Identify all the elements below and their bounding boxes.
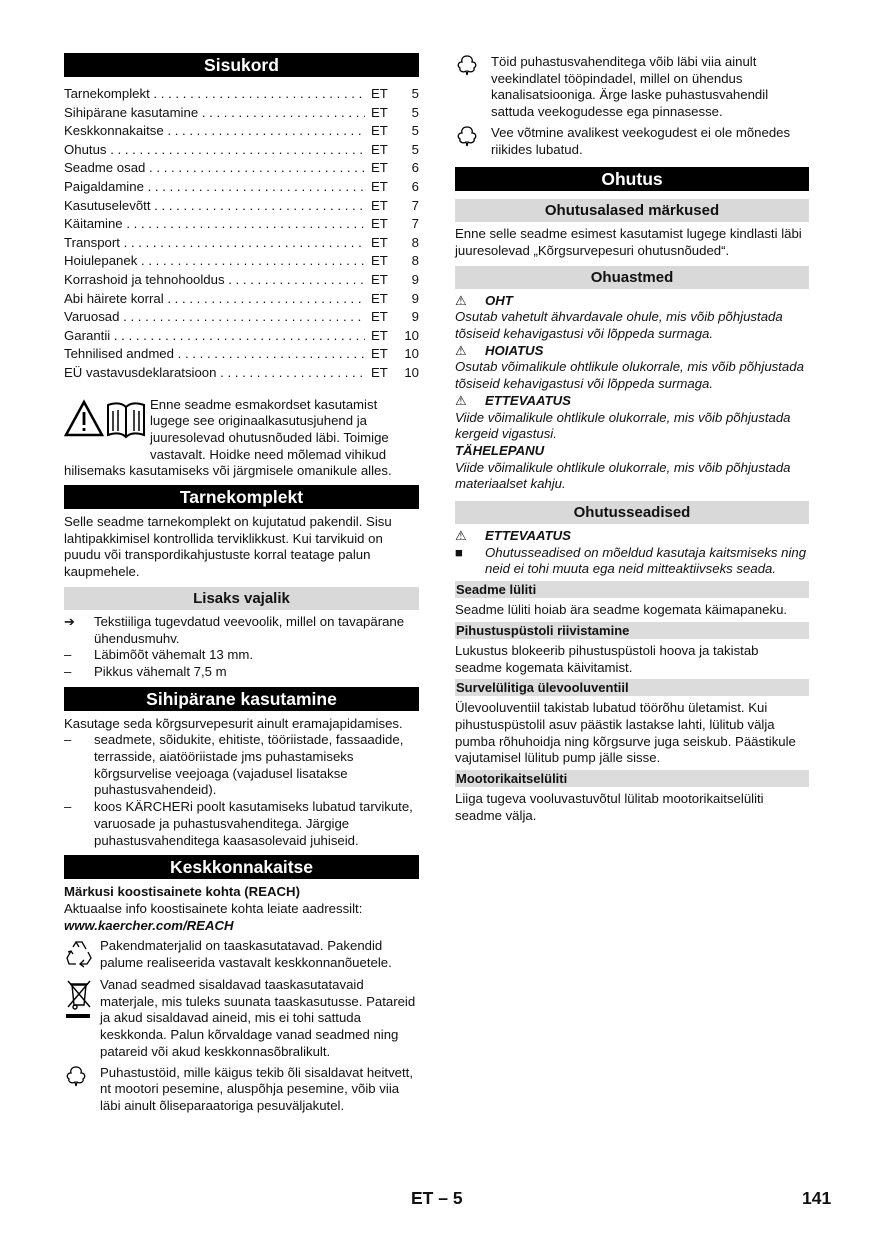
list-marker: – bbox=[64, 799, 72, 815]
list-item bbox=[64, 614, 419, 647]
toc-row[interactable] bbox=[64, 122, 419, 141]
hazard-level-text: Viide võimalikule ohtlikule olukorrale, mis võib põhjustada kergeid vigastusi. bbox=[455, 409, 791, 442]
environment-item bbox=[455, 54, 809, 121]
hazard-level-text: Osutab võimalikule ohtlikule olukorrale, mis võib põhjustada tõsiseid kehavigastusi või lõppeda surmaga. bbox=[455, 359, 804, 392]
warning-icon: ⚠ bbox=[455, 528, 467, 544]
supply-text: Selle seadme tarnekomplekt on kujutatud pakendil. Sisu lahtipakkimisel kontrollida terviklikkust. Kui tarvikuid on puudu või transpordikahjustuste korral teatage palun kaupmehele. bbox=[64, 514, 392, 580]
subsection-text: Seadme lüliti hoiab ära seadme kogemata käimapaneku. bbox=[455, 602, 788, 618]
toc-title: Korrashoid ja tehnohooldus . . . bbox=[64, 271, 365, 290]
hazard-level-title: OHT bbox=[485, 292, 513, 308]
toc-row[interactable] bbox=[64, 85, 419, 104]
toc-title: Kasutuselevõtt . . . bbox=[64, 197, 365, 216]
toc-row[interactable] bbox=[64, 364, 419, 383]
toc-title: Tehnilised andmed . . . bbox=[64, 345, 365, 364]
toc-page: 5 bbox=[411, 141, 419, 157]
environment-text: Puhastustöid, mille käigus tekib õli sisaldavat heitvett, nt mootori pesemine, aluspõhja pesemine, võib viia läbi ainult õliseparaatoriga pesuväljakutel. bbox=[100, 1064, 413, 1113]
bullet-square-icon: ■ bbox=[455, 544, 463, 560]
toc-lang: ET bbox=[371, 123, 388, 139]
safety-notes-text: Enne selle seadme esimest kasutamist lugege kindlasti läbi juuresolevad „Kõrgsurvepesuri ohutusnõuded“. bbox=[455, 226, 802, 258]
list-text: Tekstiiliga tugevdatud veevoolik, millel on tavapärane ühendusmuhv. bbox=[94, 613, 405, 646]
toc-row[interactable] bbox=[64, 345, 419, 364]
list-marker: ➔ bbox=[64, 613, 76, 629]
hazard-levels bbox=[455, 293, 809, 493]
list-text: Läbimõõt vähemalt 13 mm. bbox=[94, 647, 254, 663]
warning-icon: ⚠ bbox=[455, 342, 467, 358]
intended-use-heading: Sihipärane kasutamine bbox=[64, 687, 419, 711]
toc-lang: ET bbox=[371, 141, 388, 157]
toc-row[interactable] bbox=[64, 234, 419, 253]
list-item bbox=[64, 647, 419, 664]
toc-title: Hoiulepanek . . . bbox=[64, 252, 365, 271]
page-number: 141 bbox=[802, 1188, 832, 1208]
also-required-heading: Lisaks vajalik bbox=[64, 587, 419, 610]
toc-page: 5 bbox=[411, 104, 419, 120]
environment-item bbox=[64, 1065, 419, 1115]
toc-title: EÜ vastavusdeklaratsioon . . . bbox=[64, 364, 365, 383]
hazard-level-title: HOIATUS bbox=[485, 342, 544, 358]
toc-row[interactable] bbox=[64, 178, 419, 197]
toc-title: Garantii . . . bbox=[64, 327, 365, 346]
toc-lang: ET bbox=[371, 253, 388, 269]
water-protection-icon bbox=[64, 1065, 100, 1115]
toc-lang: ET bbox=[371, 216, 388, 232]
toc-lang: ET bbox=[371, 197, 388, 213]
toc-page: 8 bbox=[411, 234, 419, 250]
subsection-title: Survelülitiga ülevooluventiil bbox=[455, 679, 809, 696]
environment-item bbox=[455, 125, 809, 158]
toc-lang: ET bbox=[371, 309, 388, 325]
environment-heading: Keskkonnakaitse bbox=[64, 855, 419, 879]
hazard-levels-heading: Ohuastmed bbox=[455, 266, 809, 289]
list-marker: – bbox=[64, 732, 72, 748]
toc-row[interactable] bbox=[64, 141, 419, 160]
also-required-list bbox=[64, 614, 419, 681]
toc-row[interactable] bbox=[64, 104, 419, 123]
toc-page: 7 bbox=[411, 216, 419, 232]
toc-lang: ET bbox=[371, 364, 388, 380]
toc-title: Keskkonnakaitse . . . bbox=[64, 122, 365, 141]
toc-page: 10 bbox=[404, 346, 419, 362]
devices-caution-item bbox=[455, 545, 809, 578]
toc-page: 5 bbox=[411, 86, 419, 101]
toc-row[interactable] bbox=[64, 252, 419, 271]
toc-page: 5 bbox=[411, 123, 419, 139]
right-column bbox=[455, 50, 809, 825]
toc-lang: ET bbox=[371, 160, 388, 176]
hazard-level-title: TÄHELEPANU bbox=[455, 442, 545, 458]
toc-lang: ET bbox=[371, 86, 388, 101]
toc-heading: Sisukord bbox=[64, 53, 419, 77]
toc-row[interactable] bbox=[64, 308, 419, 327]
toc-page: 6 bbox=[411, 160, 419, 176]
safety-device-subsections bbox=[455, 581, 809, 824]
list-marker: – bbox=[64, 647, 72, 663]
toc-page: 9 bbox=[411, 309, 419, 325]
toc-title: Tarnekomplekt . . . bbox=[64, 85, 365, 104]
reach-title: Märkusi koostisainete kohta (REACH) bbox=[64, 884, 300, 900]
hazard-level-title-row bbox=[455, 443, 809, 460]
intended-use-list bbox=[64, 732, 419, 849]
list-text: koos KÄRCHERi poolt kasutamiseks lubatud tarvikute, varuosade ja puhastusvahenditega. Järgige puhastusvahenditega kaasasolevaid juhiseid. bbox=[94, 799, 413, 848]
list-item bbox=[64, 664, 419, 681]
hazard-level-title: ETTEVAATUS bbox=[485, 392, 571, 408]
toc-lang: ET bbox=[371, 271, 388, 287]
toc-title: Varuosad . . . bbox=[64, 308, 365, 327]
toc-page: 9 bbox=[411, 290, 419, 306]
recycle-icon bbox=[64, 938, 100, 973]
subsection-text: Liiga tugeva vooluvastuvõtul lülitab mootorikaitselüliti seadme välja. bbox=[455, 791, 764, 823]
toc-lang: ET bbox=[371, 178, 388, 194]
toc-row[interactable] bbox=[64, 159, 419, 178]
subsection-text: Ülevooluventiil takistab lubatud töörõhu ületamist. Kui pihustuspüstolil asuv päästik lastakse lahti, lülitub välja pumba rõhuhoidja ning kõrgsurve juga seiskub. Päästikule vajutamisel lülitub pump jälle sisse. bbox=[455, 700, 796, 766]
environment-list-continued bbox=[455, 54, 809, 158]
toc-row[interactable] bbox=[64, 290, 419, 309]
safety-notes-heading: Ohutusalased märkused bbox=[455, 199, 809, 222]
environment-text: Töid puhastusvahenditega võib läbi viia ainult veekindlatel tööpindadel, millel on ühendus kanalisatsiooniga. Ärge laske puhastusvahendil sattuda veekogudesse ega pinnasesse. bbox=[491, 54, 769, 120]
crossed-bin-icon bbox=[64, 977, 100, 1061]
warning-icon: ⚠ bbox=[455, 392, 467, 408]
toc-page: 10 bbox=[404, 327, 419, 343]
environment-text: Vanad seadmed sisaldavad taaskasutatavaid materjale, mis tuleks suunata taaskasutusse. Patareid ja akud sisaldavad aineid, mis ei tohi sattuda keskkonda. Palun kõrvaldage vanad seadmed ning patareid või akud keskkonnasõbralikult. bbox=[100, 977, 416, 1059]
left-column bbox=[64, 53, 419, 1115]
toc-title: Transport . . . bbox=[64, 234, 365, 253]
devices-caution-title: ETTEVAATUS bbox=[485, 528, 571, 544]
environment-text: Vee võtmine avalikest veekogudest ei ole mõnedes riikides lubatud. bbox=[491, 124, 791, 157]
list-text: Pikkus vähemalt 7,5 m bbox=[94, 663, 227, 679]
environment-item bbox=[64, 938, 419, 973]
hazard-level-title-row bbox=[455, 393, 809, 410]
hazard-level-text: Viide võimalikule ohtlikule olukorrale, mis võib põhjustada materiaalset kahju. bbox=[455, 459, 791, 492]
toc-title: Seadme osad . . . bbox=[64, 159, 365, 178]
toc-title: Paigaldamine . . . bbox=[64, 178, 365, 197]
toc-page: 10 bbox=[404, 364, 419, 380]
toc-title: Käitamine . . . bbox=[64, 215, 365, 234]
footer-section: ET – 5 bbox=[411, 1188, 463, 1208]
intro-text: Enne seadme esmakordset kasutamist lugege see originaalkasutusjuhend ja juuresolevad ohutusnõuded läbi. Toimige vastavalt. Hoidke need mõlemad vihikud hilisemaks kasutamiseks või järgmisele omanikule alles. bbox=[64, 396, 392, 479]
list-item bbox=[64, 799, 419, 849]
intended-use-text: Kasutage seda kõrgsurvepesurit ainult eramajapidamises. bbox=[64, 715, 403, 731]
toc-row[interactable] bbox=[64, 327, 419, 346]
water-protection-icon bbox=[455, 54, 491, 121]
hazard-level-title-row bbox=[455, 293, 809, 310]
toc-page: 9 bbox=[411, 271, 419, 287]
subsection-title: Mootorikaitselüliti bbox=[455, 770, 809, 787]
toc-row[interactable] bbox=[64, 271, 419, 290]
intro-block bbox=[64, 397, 419, 481]
devices-caution bbox=[455, 528, 809, 545]
safety-devices-heading: Ohutusseadised bbox=[455, 501, 809, 524]
toc-lang: ET bbox=[371, 346, 388, 362]
toc-lang: ET bbox=[371, 104, 388, 120]
toc-lang: ET bbox=[371, 327, 388, 343]
environment-text: Pakendmaterjalid on taaskasutatavad. Pakendid palume realiseerida vastavalt keskkonnanõuetele. bbox=[100, 938, 392, 971]
supply-heading: Tarnekomplekt bbox=[64, 485, 419, 509]
environment-item bbox=[64, 977, 419, 1061]
reach-url[interactable]: www.kaercher.com/REACH bbox=[64, 917, 234, 933]
table-of-contents bbox=[64, 85, 419, 383]
toc-row[interactable] bbox=[64, 197, 419, 216]
subsection-title: Seadme lüliti bbox=[455, 581, 809, 598]
hazard-level-text: Osutab vahetult ähvardavale ohule, mis võib põhjustada tõsiseid kehavigastusi või lõppeda surmaga. bbox=[455, 309, 783, 342]
toc-lang: ET bbox=[371, 234, 388, 250]
hazard-level-title-row bbox=[455, 343, 809, 360]
list-item bbox=[64, 732, 419, 799]
toc-title: Sihipärane kasutamine . . . bbox=[64, 104, 365, 123]
subsection-text: Lukustus blokeerib pihustuspüstoli hoova ja takistab seadme kogemata käivitamist. bbox=[455, 642, 759, 675]
subsection-title: Pihustuspüstoli riivistamine bbox=[455, 622, 809, 639]
safety-heading: Ohutus bbox=[455, 167, 809, 191]
warning-manual-icon bbox=[64, 399, 148, 449]
toc-page: 6 bbox=[411, 178, 419, 194]
water-protection-icon bbox=[455, 125, 491, 158]
toc-page: 7 bbox=[411, 197, 419, 213]
toc-row[interactable] bbox=[64, 215, 419, 234]
warning-icon: ⚠ bbox=[455, 292, 467, 308]
toc-lang: ET bbox=[371, 290, 388, 306]
environment-list bbox=[64, 938, 419, 1114]
toc-title: Ohutus . . . bbox=[64, 141, 365, 160]
list-text: seadmete, sõidukite, ehitiste, tööriistade, fassaadide, terrasside, aiatööriistade jms puhastamiseks kõrgsurvelise veejoaga (vajadusel lisatakse puhastusvahendeid). bbox=[94, 732, 404, 798]
toc-page: 8 bbox=[411, 253, 419, 269]
list-marker: – bbox=[64, 663, 72, 679]
toc-title: Abi häirete korral . . . bbox=[64, 290, 365, 309]
reach-text: Aktuaalse info koostisainete kohta leiate aadressilt: bbox=[64, 900, 363, 916]
devices-caution-text: Ohutusseadised on mõeldud kasutaja kaitsmiseks ning neid ei tohi muuta ega neid mitteaktiivseks seada. bbox=[485, 544, 807, 577]
